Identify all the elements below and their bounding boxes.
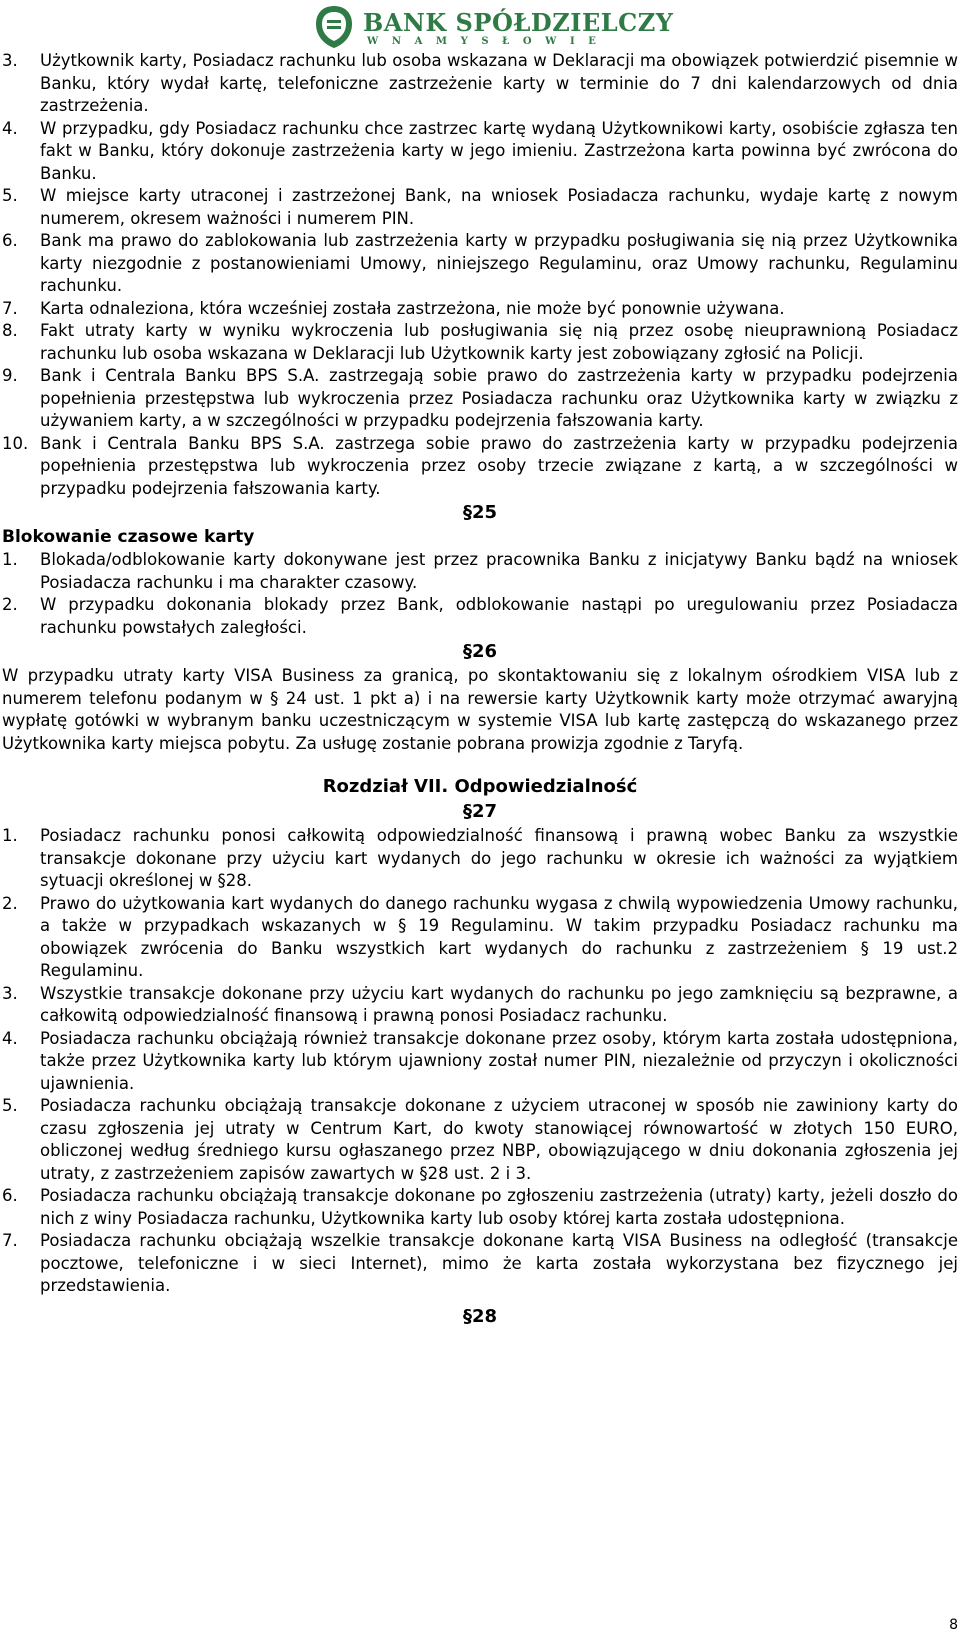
list-item-number: 1. [2,826,18,845]
list-item-text: Bank ma prawo do zablokowania lub zastrzeżenia karty w przypadku posługiwania się nią przez Użytkownika karty niezgodnie z postanowieniami Umowy, niniejszego Regulaminu, oraz Umowy rachunku, Regulaminu rachunku. [40,231,958,295]
list-item-text: Fakt utraty karty w wyniku wykroczenia lub posługiwania się nią przez osobę nieuprawnioną Posiadacz rachunku lub osoba wskazana w Deklaracji lub Użytkownik karty jest zobowiązany zgłosić na Policji. [40,321,958,363]
list-item-text: Karta odnaleziona, która wcześniej została zastrzeżona, nie może być ponownie używana. [40,298,785,318]
list-item-number: 8. [2,321,18,340]
list-item [0,1185,960,1230]
list-item-text: Posiadacz rachunku ponosi całkowitą odpowiedzialność finansową i prawną wobec Banku za wszystkie transakcje dokonane przy użyciu kart wydanych do jego rachunku w okresie ich ważności za wyjątkiem sytuacji określonej w §28. [40,826,958,890]
section-symbol: § [462,641,472,662]
page-number: 8 [949,1617,958,1633]
section-number: 27 [471,801,498,822]
list-item-number: 4. [2,1028,18,1048]
section-number: 25 [471,502,498,523]
section-number: 26 [471,641,498,662]
list-item-text: Bank i Centrala Banku BPS S.A. zastrzega sobie prawo do zastrzeżenia karty w przypadku podejrzenia popełnienia przestępstwa lub wykroczenia przez osoby trzecie związane z kartą, a w szczególności w przypadku podejrzenia fałszowania karty. [40,433,958,498]
list-item-number: 5. [2,186,18,205]
list-item [0,433,960,501]
list-item [0,230,960,298]
list-item [0,594,960,639]
list-item-number: 9. [2,366,18,385]
section-28-title [0,1304,960,1330]
list-item-text: Użytkownik karty, Posiadacz rachunku lub osoba wskazana w Deklaracji ma obowiązek potwierdzić pisemnie w Banku, który wydał kartę, telefoniczne zastrzeżenie karty w terminie do 7 dni kalendarzowych od dnia zastrzeżenia. [40,51,958,115]
list-item-text: Blokada/odblokowanie karty dokonywane jest przez pracownika Banku z inicjatywy Banku bądź na wniosek Posiadacza rachunku i ma charakter czasowy. [40,550,958,592]
bank-logo-name: BANK SPÓŁDZIELCZY [363,8,674,37]
list-item [0,365,960,433]
list-item [0,1095,960,1185]
section-symbol: § [462,801,472,822]
bank-logo [313,2,674,52]
list-item-text: W przypadku dokonania blokady przez Bank, odblokowanie nastąpi po uregulowaniu przez Posiadacza rachunku powstałych zaległości. [40,595,958,637]
list-item [0,893,960,983]
list-item-text: W przypadku, gdy Posiadacz rachunku chce zastrzec kartę wydaną Użytkownikowi karty, osobiście zgłasza ten fakt w Banku, który dokonuje zastrzeżenia karty w jego imieniu. Zastrzeżona karta powinna być zwrócona do Banku. [40,118,958,183]
list-liability [0,825,960,1298]
list-item [0,983,960,1028]
list-item-number: 10. [2,433,29,453]
list-item [0,50,960,118]
section-27-title [0,799,960,825]
document-body [0,50,960,1330]
list-item-text: Wszystkie transakcje dokonane przy użyciu kart wydanych do rachunku po jego zamknięciu są bezprawne, a całkowitą odpowiedzialność finansową i prawną ponosi Posiadacz rachunku. [40,983,958,1025]
list-item-number: 5. [2,1096,18,1115]
list-item-number: 6. [2,231,18,250]
list-item-number: 7. [2,298,18,318]
list-item-text: Posiadacza rachunku obciążają transakcje dokonane po zgłoszeniu zastrzeżenia (utraty) karty, jeżeli doszło do nich z winy Posiadacza rachunku, Użytkownika karty lub osoby której karta została udostępniona. [40,1186,958,1228]
section-heading: Blokowanie czasowe karty [2,527,255,547]
section-symbol: § [462,502,472,523]
section-25-title [0,500,960,526]
bank-logo-icon [313,4,355,50]
list-item [0,298,960,321]
list-item-text: Posiadacza rachunku obciążają również transakcje dokonane przez osoby, którym karta została udostępniona, także przez Użytkownika karty lub którym ujawniony został numer PIN, niezależnie od przyczyn i okoliczności ujawnienia. [40,1028,958,1093]
list-item [0,1028,960,1096]
list-item [0,825,960,893]
section-number: 28 [471,1305,498,1327]
list-item [0,549,960,594]
list-item [0,185,960,230]
list-card-blocking [0,50,960,500]
section-26-title [0,639,960,665]
chapter-title: Rozdział VII. Odpowiedzialność [322,776,638,797]
page-header [0,2,960,52]
list-item-number: 7. [2,1231,18,1250]
list-item [0,320,960,365]
list-item-number: 3. [2,983,18,1003]
list-item-text: Posiadacza rachunku obciążają wszelkie transakcje dokonane kartą VISA Business na odległość (transakcje pocztowe, telefoniczne i w sieci Internet), mimo że karta została wykorzystana bez fizycznego jej przedstawienia. [40,1231,958,1295]
list-item-number: 2. [2,893,18,913]
list-item-text: W miejsce karty utraconej i zastrzeżonej Bank, na wniosek Posiadacza rachunku, wydaje kartę z nowym numerem, okresem ważności i numerem PIN. [40,186,958,228]
list-item-text: Bank i Centrala Banku BPS S.A. zastrzegają sobie prawo do zastrzeżenia karty w przypadku podejrzenia popełnienia przestępstwa lub wykroczenia przez Posiadacza rachunku oraz Użytkownika karty w związku z używaniem karty, a w szczególności w przypadku podejrzenia fałszowania karty. [40,366,958,430]
list-temporary-blocking [0,549,960,639]
section-symbol: § [462,1305,472,1327]
list-item-text: Prawo do użytkowania kart wydanych do danego rachunku wygasa z chwilą wypowiedzenia Umowy rachunku, a także w przypadkach wskazanych w § 19 Regulaminu. W takim przypadku Posiadacz rachunku ma obowiązek zwrócenia do Banku wszystkich kart wydanych do rachunku z zastrzeżeniem § 19 ust.2 Regulaminu. [40,893,958,980]
list-item [0,118,960,186]
list-item-text: Posiadacza rachunku obciążają transakcje dokonane z użyciem utraconej w sposób nie zawiniony karty do czasu zgłoszenia jej utraty w Centrum Kart, do kwoty stanowiącej równowartość w złotych 150 EURO, obliczonej według średniego kursu ogłaszanego przez NBP, obowiązującego w dniu dokonania zgłoszenia jej utraty, z zastrzeżeniem zapisów zawartych w §28 ust. 2 i 3. [40,1096,958,1183]
list-item-number: 1. [2,550,18,569]
list-item-number: 6. [2,1186,18,1205]
list-item-number: 2. [2,595,18,614]
list-item-number: 4. [2,118,18,138]
bank-logo-subtitle: WNAMYSŁOWIE [367,36,610,47]
list-item-number: 3. [2,51,18,70]
section-26-paragraph: W przypadku utraty karty VISA Business za granicą, po skontaktowaniu się z lokalnym ośrodkiem VISA lub z numerem telefonu podanym w § 24 ust. 1 pkt a) i na rewersie karty Użytkownik karty może otrzymać awaryjną wypłatę gotówki w wybranym banku uczestniczącym w systemie VISA lub kartę zastępczą do wskazanego przez Użytkownika karty miejsca pobytu. Za usługę zostanie pobrana prowizja zgodnie z Taryfą. [2,666,958,753]
list-item [0,1230,960,1298]
